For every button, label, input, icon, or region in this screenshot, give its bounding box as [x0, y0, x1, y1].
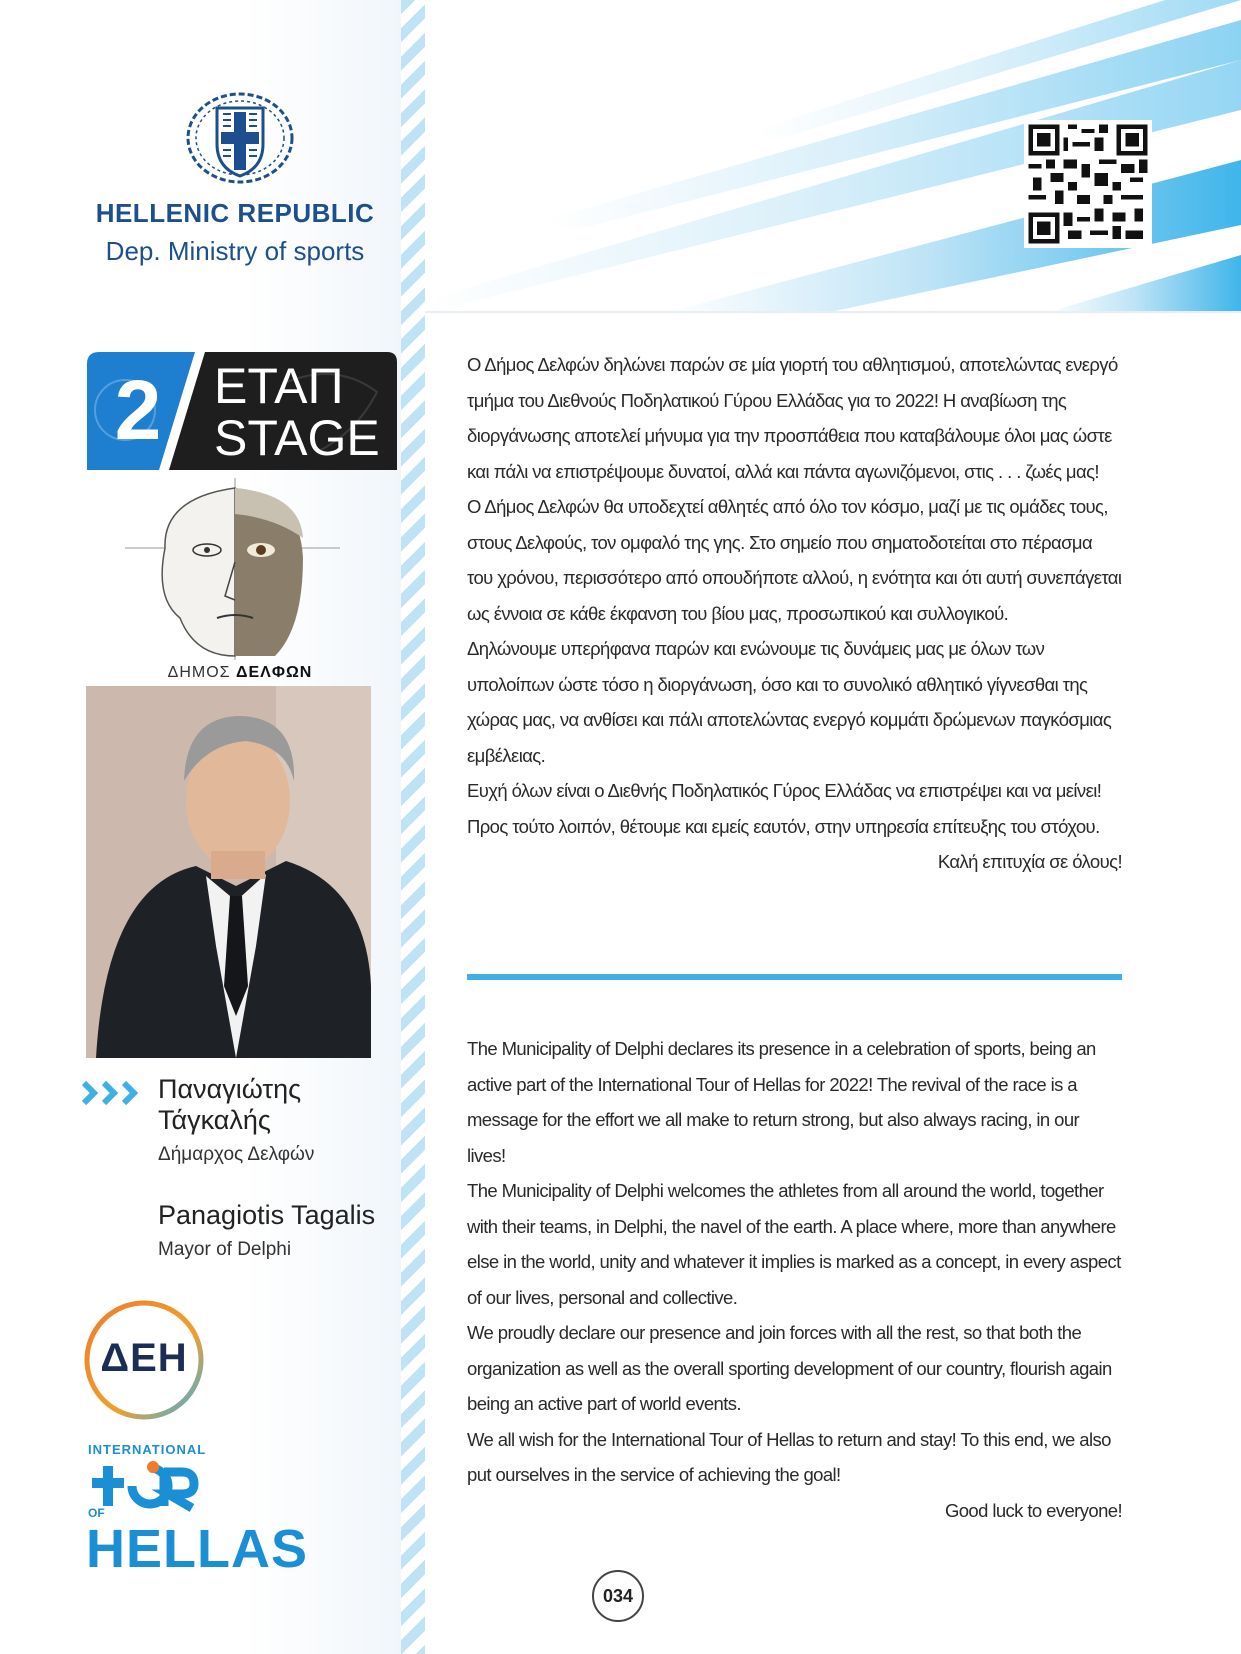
mayor-last-name-greek: Τάγκαλής: [158, 1105, 271, 1135]
republic-title: HELLENIC REPUBLIC: [95, 198, 375, 228]
tour-logo-hellas: HELLAS: [86, 1519, 308, 1579]
mayor-first-name-greek: Παναγιώτης: [158, 1074, 302, 1104]
stage-number: 2: [114, 363, 162, 457]
stage-label-greek: ΕΤΑΠ: [214, 358, 344, 414]
ministry-subtitle: Dep. Ministry of sports: [105, 236, 365, 266]
page-number: 034: [592, 1570, 644, 1622]
mayor-title-greek: Δήμαρχος Δελφών: [158, 1144, 315, 1165]
tour-logo-international: INTERNATIONAL: [88, 1442, 207, 1457]
greek-closing: Καλή επιτυχία σε όλους!: [937, 851, 1122, 872]
delphi-caption-prefix: ΔΗΜΟΣ: [167, 664, 231, 681]
chevrons-right-icon: [82, 1080, 144, 1106]
english-paragraph: We proudly declare our presence and join forces with all the rest, so that both the organization as well as the overall sporting development of our country, flourish again being an active part of world events.: [467, 1322, 1112, 1414]
mayor-name-greek: [158, 1074, 301, 1136]
qr-code-icon[interactable]: [1024, 120, 1152, 248]
greek-paragraph: Δηλώνουμε υπερήφανα παρών και ενώνουμε τις δυνάμεις μας με όλων των υπολοίπων ώστε τόσο η διοργάνωση, όσο και το συνολικό αθλητικό γίγνεσθαι της χώρας μας, να ανθίσει και πάλι αποτελώντας ενεργό κομμάτι δρώμενων παγκόσμιας εμβέλειας.: [467, 638, 1112, 766]
mayor-portrait: [86, 686, 371, 1058]
tour-logo-wordmark: [88, 1458, 218, 1514]
tour-logo-of: OF: [88, 1506, 105, 1520]
greek-paragraph: Ευχή όλων είναι ο Διεθνής Ποδηλατικός Γύρος Ελλάδας να επιστρέψει και να μείνει! Προς τούτο λοιπόν, θέτουμε και εμείς εαυτόν, στην υπηρεσία επίτευξης του στόχου.: [467, 780, 1102, 837]
deh-logo-text: ΔΕΗ: [100, 1336, 188, 1380]
greek-message: [467, 347, 1122, 880]
header-rule: [425, 311, 1241, 313]
mayor-title-english: Mayor of Delphi: [158, 1239, 292, 1260]
stage-label-english: STAGE: [214, 410, 380, 466]
english-message: [467, 1031, 1122, 1528]
english-paragraph: The Municipality of Delphi declares its presence in a celebration of sports, being an active part of the International Tour of Hellas for 2022! The revival of the race is a message for the effort we all make to return strong, but also always racing, in our lives!: [467, 1038, 1096, 1166]
coat-of-arms-icon: [185, 92, 295, 184]
mayor-name-english: Panagiotis Tagalis: [158, 1200, 376, 1230]
section-divider: [467, 974, 1122, 980]
english-closing: Good luck to everyone!: [944, 1499, 1122, 1521]
greek-paragraph: Ο Δήμος Δελφών θα υποδεχτεί αθλητές από όλο τον κόσμο, μαζί με τις ομάδες τους, στους Δελφούς, τον ομφαλό της γης. Στο σημείο που σηματοδοτείται στο πέρασμα του χρόνου, περισσότερο από οπουδήποτε αλλού, η ενότητα και ότι αυτή συνεπάγεται ως έννοια σε κάθε έκφανση του βίου μας, προσωπικού και συλλογικού.: [467, 496, 1122, 624]
greek-paragraph: Ο Δήμος Δελφών δηλώνει παρών σε μία γιορτή του αθλητισμού, αποτελώντας ενεργό τμήμα του Διεθνούς Ποδηλατικού Γύρου Ελλάδας για το 2022! Η αναβίωση της διοργάνωσης αποτελεί μήνυμα για την προσπάθεια που καταβάλουμε όλοι μας ώστε και πάλι να επιστρέψουμε δυνατοί, αλλά και πάντα αγωνιζόμενοι, στις . . . ζωές μας!: [467, 354, 1118, 482]
delphi-charioteer-logo: [125, 478, 340, 660]
english-paragraph: The Municipality of Delphi welcomes the athletes from all around the world, together with their teams, in Delphi, the navel of the earth. A place where, more than anywhere else in the world, unity and whatever it implies is marked as a concept, in every aspect of our lives, personal and collective.: [467, 1180, 1121, 1308]
english-paragraph: We all wish for the International Tour of Hellas to return and stay! To this end, we also put ourselves in the service of achieving the goal!: [467, 1428, 1111, 1485]
delphi-caption-name: ΔΕΛΦΩΝ: [236, 664, 313, 681]
delphi-logo-caption: [140, 664, 340, 682]
